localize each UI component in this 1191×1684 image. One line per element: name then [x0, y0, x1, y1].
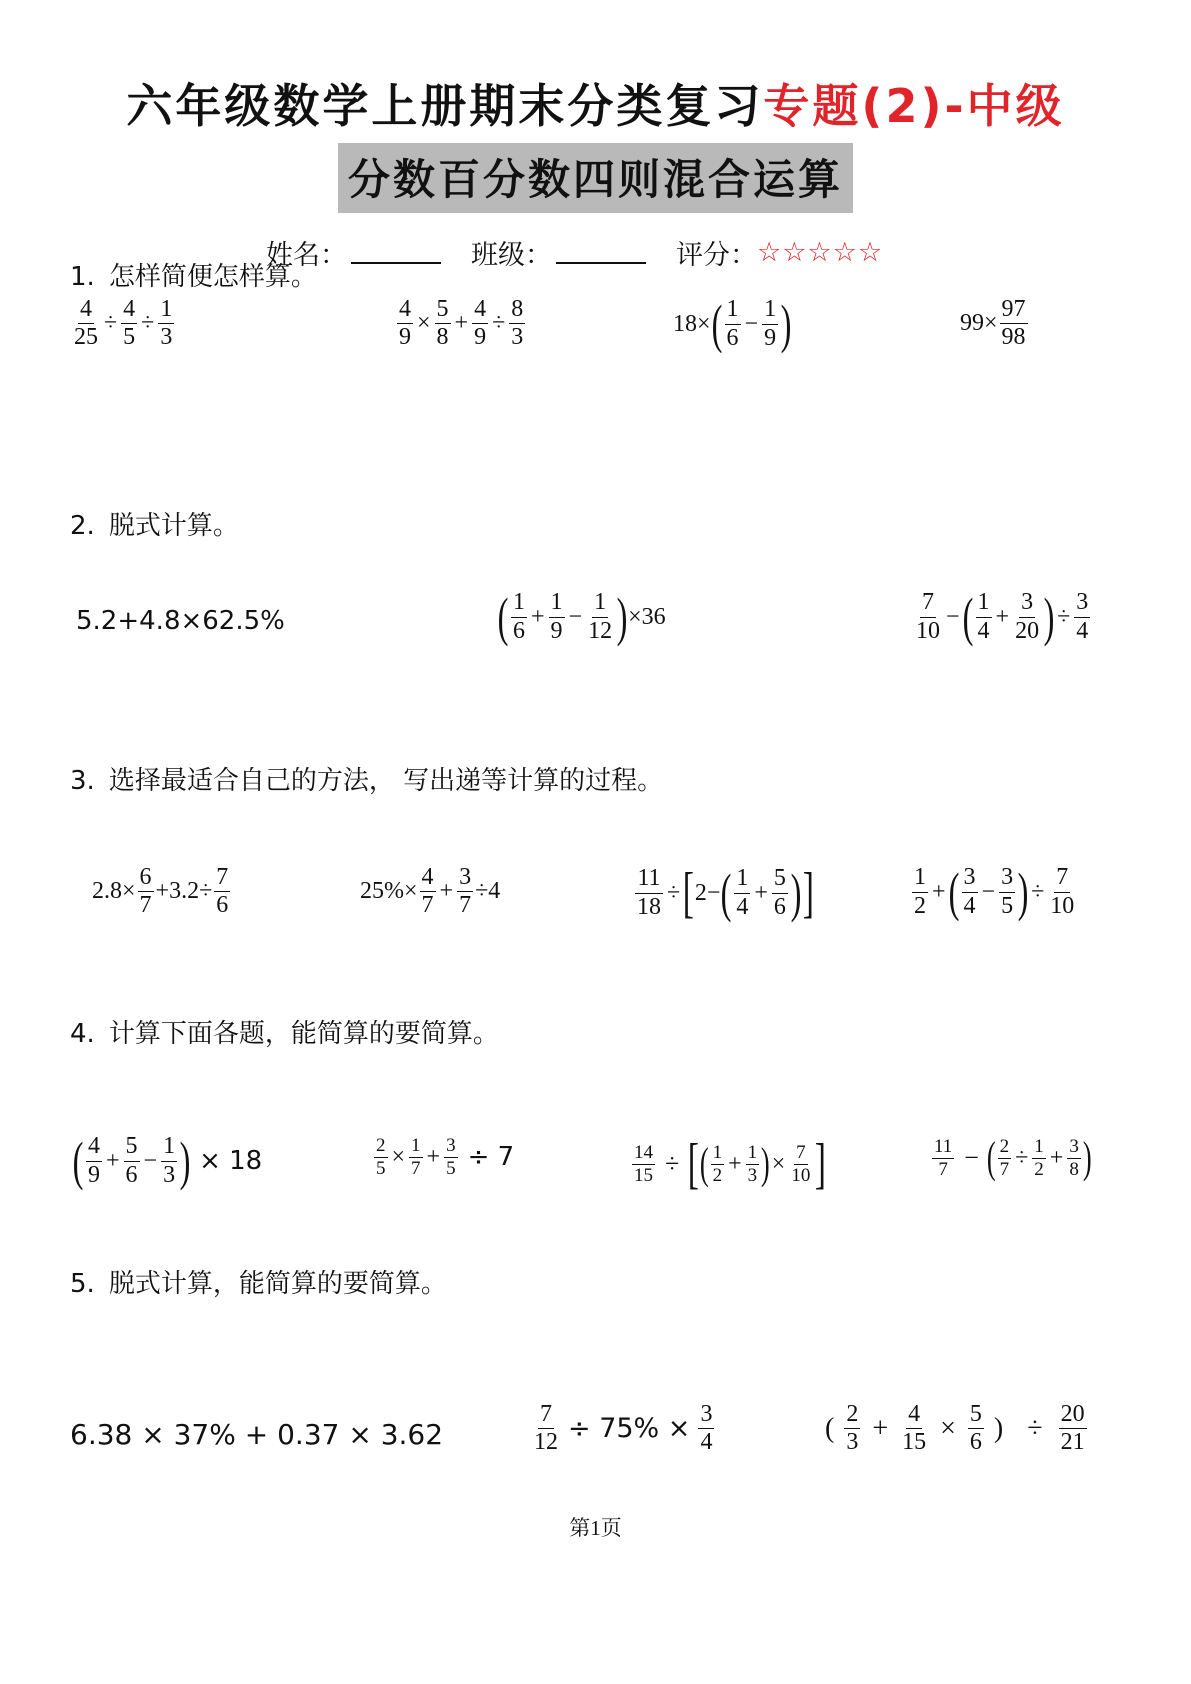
- score-stars: ☆☆☆☆☆: [757, 237, 884, 268]
- problem-4d: $\frac{11}{7}$ − ( $\frac{2}{7}$ ÷ $\frac{1}{2}$ + $\frac{3}{8}$ ): [934, 1133, 1092, 1182]
- student-info: [266, 233, 883, 272]
- title-topic: 专题(2)-中级: [763, 79, 1065, 133]
- title-main: 六年级数学上册期末分类复习: [126, 79, 764, 133]
- class-label: 班级：: [471, 240, 552, 271]
- section-4-title: 4. 计算下面各题，能简算的要简算。: [70, 1019, 499, 1049]
- problem-5b: $\frac{7}{12}$ ÷ 75% × $\frac{3}{4}$: [534, 1401, 713, 1456]
- problem-1a: $\frac{4}{25}$ ÷ $\frac{4}{5}$ ÷ $\frac{1}{3}$: [74, 296, 173, 351]
- problem-4b: $\frac{2}{5}$ × $\frac{1}{7}$ + $\frac{3}{5}$ ÷ 7: [376, 1135, 515, 1179]
- problem-5a: 6.38 × 37% + 0.37 × 3.62: [70, 1418, 444, 1451]
- problem-4c: $\frac{14}{15}$ ÷ [ ( $\frac{1}{2}$ + $\frac{1}{3}$ ) × $\frac{7}{10}$ ]: [634, 1133, 827, 1195]
- page-subtitle: 分数百分数四则混合运算: [338, 143, 853, 213]
- problem-3a: 2.8× $\frac{6}{7}$ +3.2÷ $\frac{7}{6}$: [92, 864, 229, 919]
- problem-3b: 25%× $\frac{4}{7}$ + $\frac{3}{7}$ ÷4: [360, 864, 501, 919]
- problem-2c: $\frac{7}{10}$ − ( $\frac{1}{4}$ + $\frac{3}{20}$ ) ÷ $\frac{3}{4}$: [916, 587, 1089, 647]
- section-2-title: 2. 脱式计算。: [70, 511, 239, 541]
- page-number: 第1页: [569, 1516, 622, 1540]
- problem-4a: ( $\frac{4}{9}$ + $\frac{5}{6}$ − $\frac{1}{3}$ ) × 18: [72, 1131, 263, 1191]
- name-label: 姓名：: [266, 240, 347, 271]
- section-5-title: 5. 脱式计算，能简算的要简算。: [70, 1269, 447, 1299]
- page-title: [0, 70, 1191, 136]
- problem-1c: 18× ( $\frac{1}{6}$ − $\frac{1}{9}$ ): [673, 294, 792, 354]
- subtitle-row: [0, 143, 1191, 213]
- problem-2b: ( $\frac{1}{6}$ + $\frac{1}{9}$ − $\frac{1}{12}$ ) ×36: [497, 587, 666, 647]
- score-label: 评分：: [676, 240, 757, 271]
- problem-5c: ( $\frac{2}{3}$ + $\frac{4}{15}$ × $\frac{5}{6}$ ) ÷ $\frac{20}{21}$: [825, 1401, 1085, 1456]
- class-field[interactable]: [556, 242, 646, 264]
- section-1-title: 1. 怎样简便怎样算。: [70, 262, 317, 292]
- problem-1d: 99× $\frac{97}{98}$: [960, 296, 1026, 351]
- problem-3d: $\frac{1}{2}$ + ( $\frac{3}{4}$ − $\frac{3}{5}$ ) ÷ $\frac{7}{10}$: [914, 862, 1075, 922]
- section-3-title: 3. 选择最适合自己的方法， 写出递等计算的过程。: [70, 766, 664, 796]
- problem-1b: $\frac{4}{9}$ × $\frac{5}{8}$ + $\frac{4}{9}$ ÷ $\frac{8}{3}$: [399, 296, 524, 351]
- name-field[interactable]: [351, 242, 441, 264]
- problem-3c: $\frac{11}{18}$ ÷ [ 2− ( $\frac{1}{4}$ + $\frac{5}{6}$ ) ]: [637, 862, 814, 924]
- problem-2a: 5.2+4.8×62.5%: [76, 606, 285, 636]
